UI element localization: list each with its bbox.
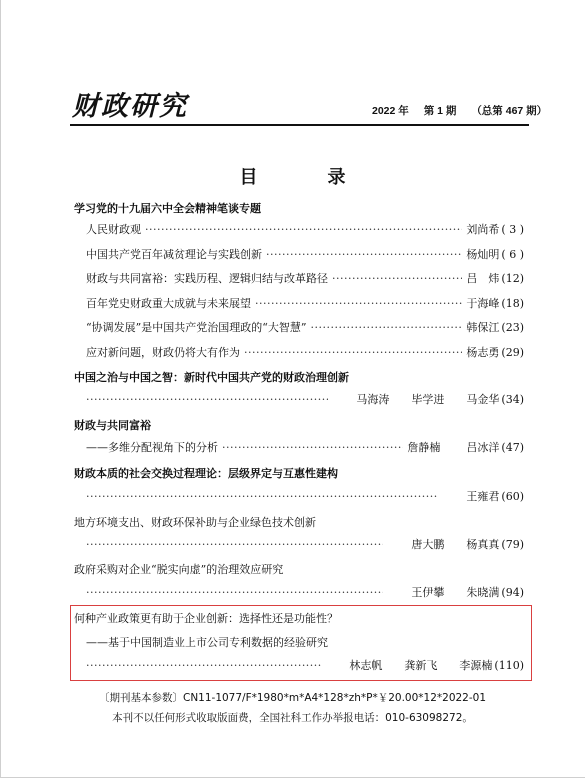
article-page: (18) <box>501 296 524 310</box>
header-rule <box>70 124 529 126</box>
article-page: ( 3 ) <box>501 222 524 236</box>
leader-dots <box>86 538 383 551</box>
article-page: (94) <box>501 585 524 599</box>
section-heading: 学习党的十九届六中全会精神笔谈专题 <box>74 202 261 215</box>
leader-dots <box>222 441 403 454</box>
journal-logo: 财政研究 <box>72 91 188 122</box>
article-title: 中国共产党百年减贫理论与实践创新 <box>86 248 262 261</box>
leader-dots <box>311 321 463 334</box>
leader-dots <box>86 490 438 503</box>
article-author: 杨真真 <box>466 538 500 551</box>
article-author: 李源楠 <box>459 659 493 672</box>
article-author: 马金华 <box>466 393 500 406</box>
leader-dots <box>244 346 462 359</box>
article-title[interactable]: 中国之治与中国之智：新时代中国共产党的财政治理创新 <box>74 371 349 384</box>
article-page: (47) <box>501 440 524 454</box>
issue-total: （总第 467 期） <box>471 105 548 117</box>
toc-entry-line <box>86 657 524 673</box>
article-author: 杨灿明 <box>466 248 500 261</box>
leader-dots <box>266 248 462 261</box>
leader-dots <box>332 272 462 285</box>
article-author: 王雍君 <box>466 490 500 503</box>
article-page: ( 6 ) <box>501 247 524 261</box>
toc-entry-line <box>86 391 524 407</box>
journal-parameters: 〔期刊基本参数〕CN11-1077/F*1980*m*A4*128*zh*P*￥20.00*12*2022-01 <box>98 692 487 704</box>
article-author: 吕冰洋 <box>466 441 500 454</box>
toc-entry[interactable] <box>86 221 524 237</box>
article-title: 百年党史财政重大成就与未来展望 <box>86 297 251 310</box>
toc-entry[interactable] <box>86 344 524 360</box>
leader-dots <box>255 297 462 310</box>
article-title[interactable]: 地方环境支出、财政环保补助与企业绿色技术创新 <box>74 516 316 529</box>
article-title[interactable]: 财政与共同富裕 <box>74 419 151 432</box>
toc-entry-line <box>86 584 524 600</box>
toc-entry[interactable] <box>86 295 524 311</box>
leader-dots <box>86 393 328 406</box>
leader-dots <box>86 659 321 672</box>
toc-entry-line <box>86 536 524 552</box>
article-author: 于海峰 <box>466 297 500 310</box>
issue-number: 第 1 期 <box>423 105 457 117</box>
report-notice: 本刊不以任何形式收取版面费，全国社科工作办举报电话：010-63098272。 <box>112 712 473 724</box>
article-title[interactable]: 何种产业政策更有助于企业创新：选择性还是功能性？ <box>74 612 338 625</box>
article-title: “协调发展”是中国共产党治国理政的“大智慧” <box>86 321 307 334</box>
article-author: 朱晓满 <box>466 586 500 599</box>
toc-title: 目 录 <box>239 167 372 188</box>
article-author: 韩保江 <box>466 321 500 334</box>
article-page: (79) <box>501 537 524 551</box>
article-author: 吕 炜 <box>466 272 500 285</box>
article-author: 王伊攀 <box>411 586 445 599</box>
article-page: (23) <box>501 320 524 334</box>
article-subtitle: ——基于中国制造业上市公司专利数据的经验研究 <box>86 636 328 649</box>
article-title: 财政与共同富裕：实践历程、逻辑归结与改革路径 <box>86 272 328 285</box>
article-title: 人民财政观 <box>86 223 141 236</box>
article-subtitle: ——多维分配视角下的分析 <box>86 441 218 454</box>
toc-entry[interactable] <box>86 439 524 455</box>
article-page: (12) <box>501 271 524 285</box>
article-title[interactable]: 政府采购对企业“脱实向虚”的治理效应研究 <box>74 563 284 576</box>
toc-entry[interactable] <box>86 319 524 335</box>
toc-entry[interactable] <box>86 246 524 262</box>
article-author: 林志帆 <box>349 659 383 672</box>
article-page: (60) <box>501 489 524 503</box>
issue-year: 2022 年 <box>372 105 409 117</box>
article-author: 龚新飞 <box>404 659 438 672</box>
article-page: (110) <box>494 658 524 672</box>
article-title[interactable]: 财政本质的社会交换过程理论：层级界定与互惠性建构 <box>74 467 338 480</box>
article-author: 刘尚希 <box>466 223 500 236</box>
article-page: (29) <box>501 345 524 359</box>
article-page: (34) <box>501 392 524 406</box>
article-author: 杨志勇 <box>466 346 500 359</box>
article-author: 马海涛 <box>356 393 390 406</box>
article-author: 唐大鹏 <box>411 538 445 551</box>
article-title: 应对新问题，财政仍将大有作为 <box>86 346 240 359</box>
leader-dots <box>86 586 383 599</box>
article-author: 毕学进 <box>411 393 445 406</box>
toc-entry-line <box>86 488 524 504</box>
article-author: 詹静楠 <box>407 441 441 454</box>
leader-dots <box>145 223 462 236</box>
toc-entry[interactable] <box>86 270 524 286</box>
issue-info <box>372 103 547 118</box>
